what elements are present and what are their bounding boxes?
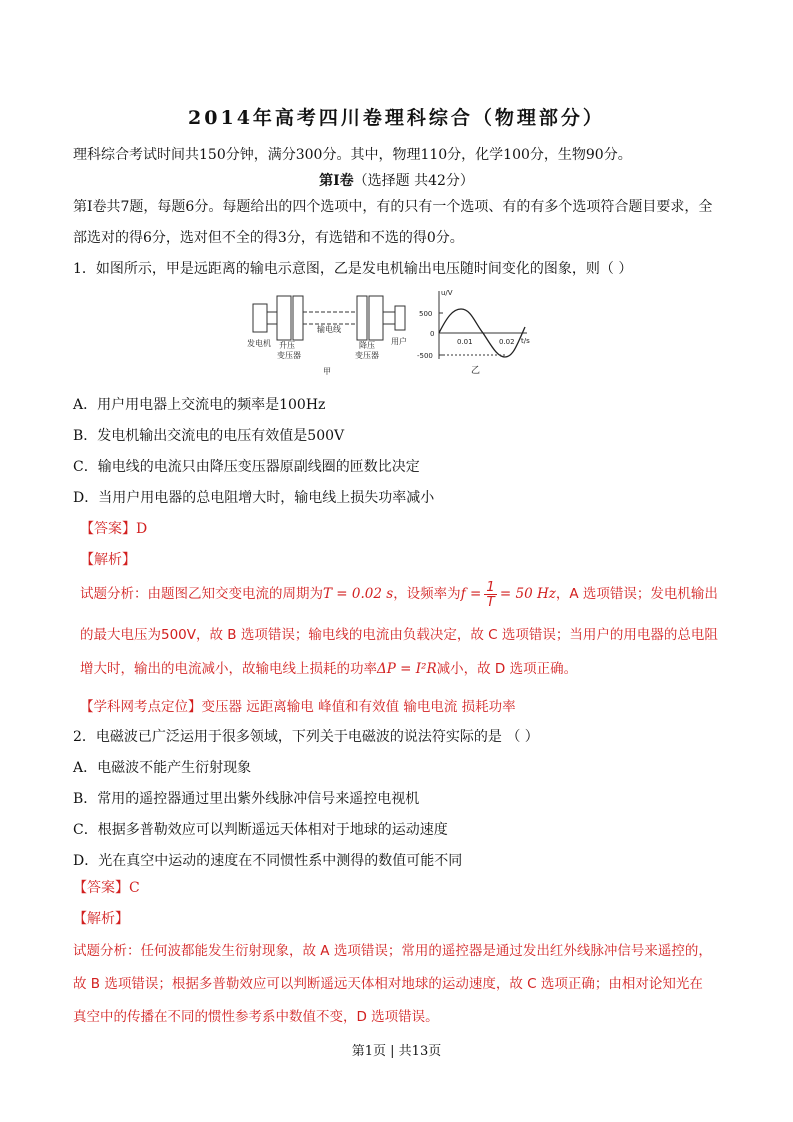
- question-1-analysis-line-2: 的最大电压为500V，故 B 选项错误；输电线的电流由负载决定，故 C 选项错误；当用户的用电器的总电阻: [80, 627, 718, 643]
- analysis-1b: ，设频率为: [393, 586, 461, 602]
- frequency-rhs: = 50 Hz: [499, 586, 556, 602]
- tick-0-01: 0.01: [457, 338, 473, 346]
- figure-voltage-graph: [417, 287, 537, 379]
- tick-500: 500: [419, 310, 433, 318]
- step-up-secondary: [293, 296, 303, 340]
- step-down-primary: [357, 296, 367, 340]
- question-2-analysis-line-2: 故 B 选项错误；根据多普勒效应可以判断遥远天体相对地球的运动速度，故 C 选项正确；由相对论知光在: [73, 976, 703, 992]
- tick-neg-500: -500: [417, 352, 433, 360]
- fraction-numerator: 1: [486, 578, 495, 595]
- label-generator: 发电机: [247, 339, 271, 348]
- knowledge-point-tag: 【学科网考点定位】: [80, 699, 202, 715]
- section-subtitle: （选择题 共42分）: [353, 173, 474, 189]
- axis-label-u: u/V: [441, 289, 453, 297]
- question-2-analysis-line-3: 真空中的传播在不同的惯性参考系中数值不变，D 选项错误。: [73, 1009, 439, 1025]
- caption-yi: 乙: [471, 366, 481, 376]
- question-1-analysis-tag: 【解析】: [80, 552, 136, 568]
- tick-0-02: 0.02: [499, 338, 515, 346]
- intro-text: 理科综合考试时间共150分钟，满分300分。其中，物理110分，化学100分，生物90分。: [73, 147, 632, 163]
- answer-tag: 【答案】: [73, 880, 129, 896]
- question-1-stem: 1．如图所示，甲是远距离的输电示意图，乙是发电机输出电压随时间变化的图象，则（ ）: [73, 261, 633, 277]
- answer-value: C: [129, 880, 140, 896]
- label-step-up: 升压: [279, 341, 295, 350]
- analysis-1a: 试题分析：由题图乙知交变电流的周期为: [80, 586, 323, 602]
- label-user: 用户: [391, 337, 407, 346]
- frequency-fraction: [484, 580, 497, 609]
- step-up-primary: [277, 296, 291, 340]
- label-power-line: 输电线: [317, 325, 341, 334]
- question-1-option-a: A．用户用电器上交流电的频率是100Hz: [73, 397, 326, 413]
- question-1-answer: [80, 518, 147, 538]
- knowledge-point-text: 变压器 远距离输电 峰值和有效值 输电电流 损耗功率: [201, 699, 516, 715]
- question-2-option-b: B．常用的遥控器通过里出紫外线脉冲信号来遥控电视机: [73, 791, 420, 807]
- question-2-answer: [73, 877, 140, 897]
- question-1-option-d: D．当用户用电器的总电阻增大时，输电线上损失功率减小: [73, 490, 435, 506]
- generator-box: [253, 304, 267, 332]
- label-step-up-transformer: 变压器: [277, 351, 301, 360]
- analysis-3a: 增大时，输出的电流减小，故输电线上损耗的功率: [80, 661, 377, 677]
- fraction-denominator: T: [486, 593, 495, 610]
- label-step-down-transformer: 变压器: [355, 351, 379, 360]
- question-1-analysis-line-1: [80, 578, 718, 610]
- question-2-option-c: C．根据多普勒效应可以判断遥远天体相对于地球的运动速度: [73, 822, 448, 838]
- question-2-analysis-line-1: 试题分析：任何波都能发生衍射现象，故 A 选项错误；常用的遥控器是通过发出红外线脉冲信号来遥控的，: [73, 943, 712, 959]
- question-2-analysis-tag: 【解析】: [73, 911, 129, 927]
- tick-0: 0: [430, 330, 435, 338]
- question-2-option-a: A．电磁波不能产生衍射现象: [73, 760, 252, 776]
- analysis-1c: ，A 选项错误；发电机输出: [555, 586, 718, 602]
- figure-transmission-diagram: [245, 288, 415, 380]
- power-loss-formula: ΔP = I²R: [377, 661, 437, 677]
- question-1-analysis-line-3: [80, 657, 577, 677]
- question-2-option-d: D．光在真空中运动的速度在不同惯性系中测得的数值可能不同: [73, 853, 463, 869]
- question-1-option-b: B．发电机输出交流电的电压有效值是500V: [73, 428, 345, 444]
- answer-tag: 【答案】: [80, 521, 136, 537]
- analysis-3b: 减小，故 D 选项正确。: [436, 661, 578, 677]
- section-title: 第I卷: [319, 173, 354, 189]
- instructions-line-2: 部选对的得6分，选对但不全的得3分，有选错和不选的得0分。: [73, 230, 464, 246]
- page-footer: 第1页 | 共13页: [351, 1044, 442, 1059]
- step-down-secondary: [369, 296, 383, 340]
- question-1-option-c: C．输电线的电流只由降压变压器原副线圈的匝数比决定: [73, 459, 420, 475]
- page-title: 2014年高考四川卷理科综合（物理部分）: [188, 107, 605, 129]
- instructions-line-1: 第I卷共7题，每题6分。每题给出的四个选项中，有的只有一个选项、有的有多个选项符合题目要求，全: [73, 199, 713, 215]
- question-2-stem: 2．电磁波已广泛运用于很多领域，下列关于电磁波的说法符实际的是 （ ）: [73, 729, 539, 745]
- answer-value: D: [136, 521, 148, 537]
- axis-label-t: t/s: [521, 337, 530, 345]
- user-load-box: [395, 306, 405, 330]
- label-step-down: 降压: [359, 341, 375, 350]
- period-expression: T = 0.02 s: [323, 586, 394, 602]
- question-1-knowledge-point: [80, 695, 516, 715]
- caption-jia: 甲: [323, 367, 331, 376]
- frequency-lhs: f =: [460, 586, 482, 602]
- section-heading: [0, 170, 793, 190]
